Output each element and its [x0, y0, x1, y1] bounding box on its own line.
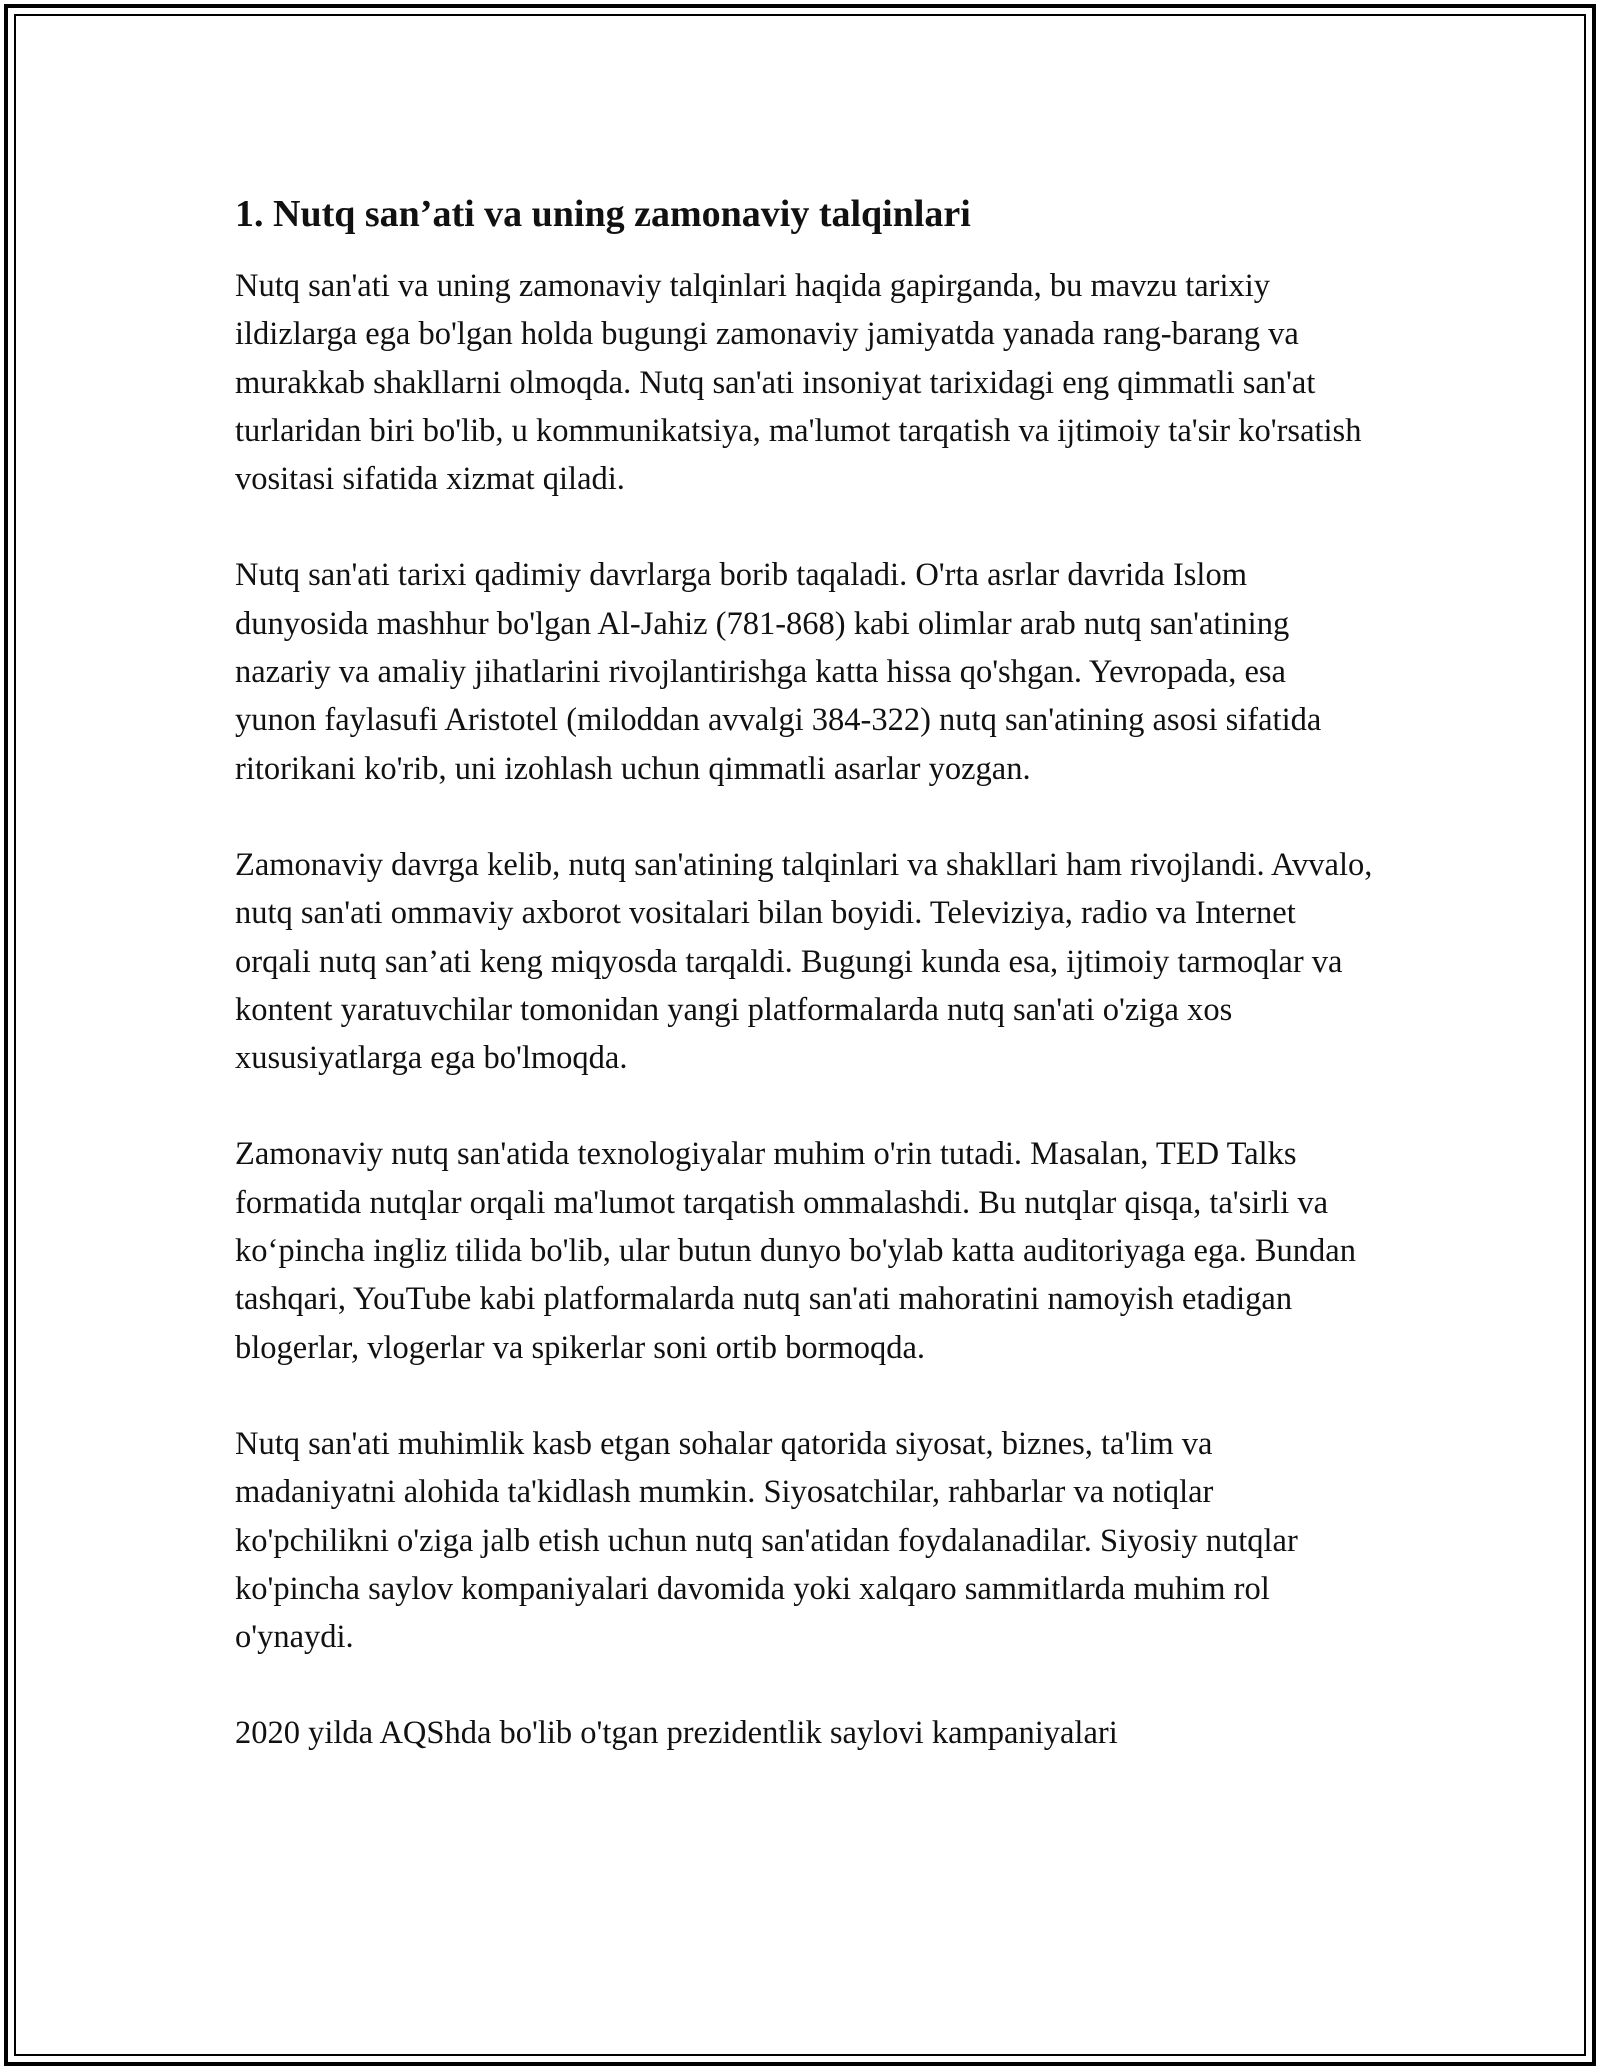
paragraph-intro: Nutq san'ati va uning zamonaviy talqinlari haqida gapirganda, bu mavzu tarixiy ildizlarga ega bo'lgan holda bugungi zamonaviy jamiyatda yanada rang-barang va murakkab shakllarni olmoqda. Nutq san'ati insoniyat tarixidagi eng qimmatli san'at turlaridan biri bo'lib, u kommunikatsiya, ma'lumot tarqatish va ijtimoiy ta'sir ko'rsatish vositasi sifatida xizmat qiladi. — [235, 268, 1362, 498]
paragraph-elections: 2020 yilda AQShda bo'lib o'tgan prezidentlik saylovi kampaniyalari — [235, 1715, 1118, 1752]
paragraph-technology: Zamonaviy nutq san'atida texnologiyalar muhim o'rin tutadi. Masalan, TED Talks formatida nutqlar orqali ma'lumot tarqatish ommalashdi. Bu nutqlar qisqa, ta'sirli va ko‘pincha ingliz tilida bo'lib, ular butun dunyo bo'ylab katta auditoriyaga ega. Bundan tashqari, YouTube kabi platformalarda nutq san'ati mahoratini namoyish etadigan blogerlar, vlogerlar va spikerlar soni ortib bormoqda. — [235, 1136, 1356, 1366]
paragraph-spheres: Nutq san'ati muhimlik kasb etgan sohalar qatorida siyosat, biznes, ta'lim va madaniyatni alohida ta'kidlash mumkin. Siyosatchilar, rahbarlar va notiqlar ko'pchilikni o'ziga jalb etish uchun nutq san'atidan foydalanadilar. Siyosiy nutqlar ko'pincha saylov kompaniyalari davomida yoki xalqaro sammitlarda muhim rol o'ynaydi. — [235, 1425, 1298, 1656]
document-body — [235, 190, 1375, 1758]
section-title: 1. Nutq san’ati va uning zamonaviy talqinlari — [235, 193, 971, 235]
paragraph-history: Nutq san'ati tarixi qadimiy davrlarga borib taqaladi. O'rta asrlar davrida Islom dunyosida mashhur bo'lgan Al-Jahiz (781-868) kabi olimlar arab nutq san'atining nazariy va amaliy jihatlarini rivojlantirishga katta hissa qo'shgan. Yevropada, esa yunon faylasufi Aristotel (miloddan avvalgi 384-322) nutq san'atining asosi sifatida ritorikani ko'rib, uni izohlash uchun qimmatli asarlar yozgan. — [235, 557, 1322, 787]
paragraph-modern-era: Zamonaviy davrga kelib, nutq san'atining talqinlari va shakllari ham rivojlandi. Avvalo, nutq san'ati ommaviy axborot vositalari bilan boyidi. Televiziya, radio va Internet orqali nutq san’ati keng miqyosda tarqaldi. Bugungi kunda esa, ijtimoiy tarmoqlar va kontent yaratuvchilar tomonidan yangi platformalarda nutq san'ati o'ziga xos xususiyatlarga ega bo'lmoqda. — [235, 846, 1373, 1077]
